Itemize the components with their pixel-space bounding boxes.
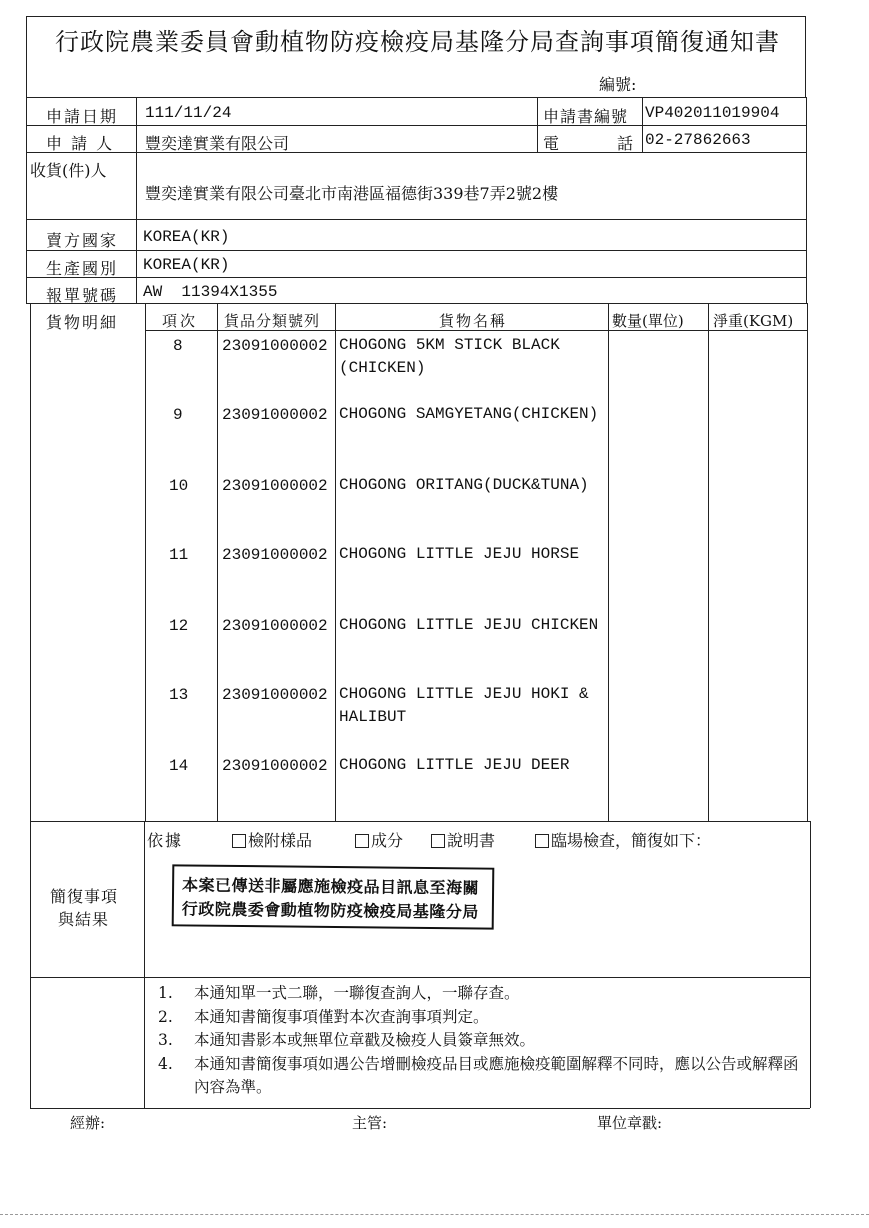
origin-country-label: 生產國別: [46, 259, 119, 278]
basis-label: 依據: [147, 831, 184, 850]
row-goods-name: CHOGONG LITTLE JEJU DEER: [339, 756, 570, 774]
column-hs-code: 貨品分類號列: [224, 312, 321, 330]
applicant-label: 申 請 人: [46, 134, 115, 153]
manual-checkbox: [431, 834, 445, 848]
notes-list: [158, 982, 808, 1100]
row-goods-name: CHOGONG SAMGYETANG(CHICKEN): [339, 405, 599, 423]
option-onsite-inspection: [535, 828, 711, 851]
consignee-label: 收貨(件)人: [30, 161, 107, 180]
column-quantity: 數量(單位): [612, 312, 684, 330]
row-hs-code: 23091000002: [222, 477, 328, 495]
declaration-number-label: 報單號碼: [46, 286, 119, 305]
option-sample: [232, 828, 312, 851]
column-net-weight: 淨重(KGM): [713, 312, 794, 330]
row-hs-code: 23091000002: [222, 757, 328, 775]
supervisor-label: 主管:: [352, 1114, 388, 1132]
option-manual-label: 說明書: [447, 831, 496, 850]
list-item: [158, 982, 808, 1006]
note-number: 2.: [158, 1007, 173, 1026]
goods-section-label: 貨物明細: [46, 313, 119, 332]
row-item: 10: [169, 477, 189, 495]
option-onsite-label: 臨場檢查，簡復如下：: [551, 831, 712, 850]
onsite-checkbox: [535, 834, 549, 848]
row-hs-code: 23091000002: [222, 337, 328, 355]
row-item: 9: [173, 406, 183, 424]
row-item: 13: [169, 686, 189, 704]
note-number: 3.: [158, 1031, 173, 1049]
option-sample-label: 檢附樣品: [248, 831, 313, 850]
row-item: 14: [169, 757, 189, 775]
note-number: 1.: [158, 984, 173, 1002]
stamp-line-1: 本案已傳送非屬應施檢疫品目訊息至海關: [182, 875, 480, 898]
declaration-number-value: AW 11394X1355: [143, 283, 278, 301]
origin-country-value: KOREA(KR): [143, 256, 230, 274]
note-number: 4.: [158, 1054, 173, 1073]
handler-label: 經辦:: [70, 1114, 106, 1132]
note-text: 本通知書簡復事項僅對本次查詢事項判定。: [194, 1007, 489, 1026]
serial-number-label: 編號:: [599, 75, 637, 94]
note-text: 本通知單一式二聯，一聯復查詢人，一聯存查。: [194, 984, 520, 1002]
list-item: [158, 1006, 808, 1030]
sample-checkbox: [232, 834, 246, 848]
seller-country-value: KOREA(KR): [143, 228, 230, 246]
result-section-label-line1: 簡復事項: [50, 887, 119, 906]
apply-date-value: 111/11/24: [145, 104, 232, 122]
row-item: 8: [173, 337, 183, 355]
row-goods-name: CHOGONG ORITANG(DUCK&TUNA): [339, 476, 589, 494]
form-number-label: 申請書編號: [543, 107, 629, 126]
row-goods-name: CHOGONG LITTLE JEJU HOKI & HALIBUT: [339, 685, 589, 726]
apply-date-label: 申請日期: [46, 107, 119, 126]
option-ingredients: [355, 828, 403, 851]
column-goods-name: 貨物名稱: [439, 312, 508, 330]
row-goods-name: CHOGONG LITTLE JEJU HORSE: [339, 545, 580, 563]
row-hs-code: 23091000002: [222, 546, 328, 564]
phone-value: 02-27862663: [645, 131, 751, 149]
phone-label-second: 話: [617, 134, 634, 153]
unit-seal-label: 單位章戳:: [597, 1114, 663, 1132]
row-item: 11: [169, 546, 189, 564]
quarantine-stamp: [172, 864, 495, 929]
result-section-label-line2: 與結果: [58, 910, 110, 929]
row-hs-code: 23091000002: [222, 617, 328, 635]
consignee-value: 豐奕達實業有限公司臺北市南港區福德街339巷7弄2號2樓: [145, 184, 559, 203]
seller-country-label: 賣方國家: [46, 231, 119, 250]
list-item: [158, 1029, 808, 1053]
ingredients-checkbox: [355, 834, 369, 848]
note-text: 本通知書影本或無單位章戳及檢疫人員簽章無效。: [194, 1031, 536, 1049]
list-item: [158, 1053, 808, 1100]
form-number-value: VP402011019904: [645, 104, 780, 122]
stamp-line-2: 行政院農委會動植物防疫檢疫局基隆分局: [181, 899, 479, 922]
row-goods-name: CHOGONG LITTLE JEJU CHICKEN: [339, 616, 599, 634]
scan-edge-divider: [0, 1214, 869, 1215]
document-title: 行政院農業委員會動植物防疫檢疫局基隆分局查詢事項簡復通知書: [55, 28, 780, 56]
row-item: 12: [169, 617, 189, 635]
note-text: 本通知書簡復事項如遇公告增刪檢疫品目或應施檢疫範圍解釋不同時，應以公告或解釋函內容為準。: [194, 1054, 799, 1096]
applicant-value: 豐奕達實業有限公司: [145, 134, 290, 153]
row-hs-code: 23091000002: [222, 406, 328, 424]
option-manual: [431, 828, 495, 851]
option-ingredients-label: 成分: [371, 831, 404, 850]
row-hs-code: 23091000002: [222, 686, 328, 704]
column-item: 項次: [162, 312, 199, 330]
phone-label-first: 電: [543, 134, 560, 153]
row-goods-name: CHOGONG 5KM STICK BLACK (CHICKEN): [339, 336, 560, 377]
